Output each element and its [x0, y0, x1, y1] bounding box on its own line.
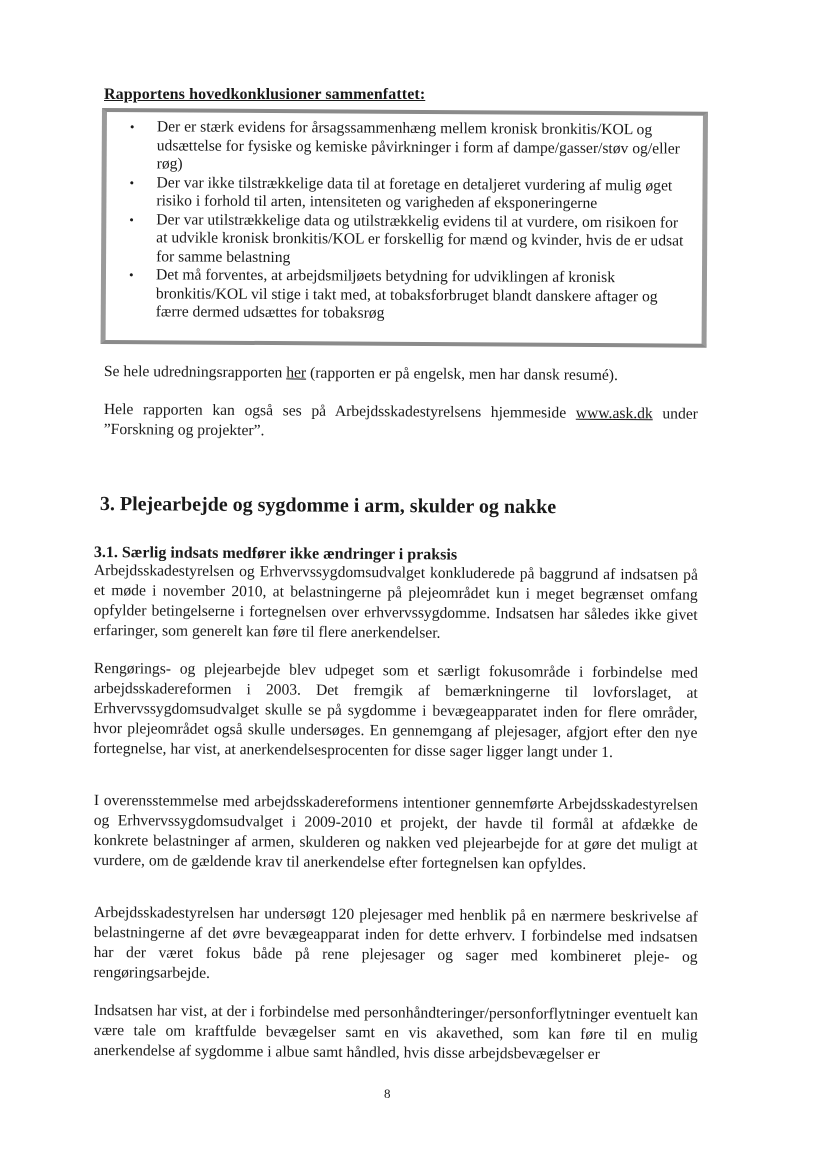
- report-link-suffix: (rapporten er på engelsk, men har dansk resumé).: [306, 364, 618, 385]
- summary-item-text: Der var utilstrækkelige data og utilstrækkelig evidens til at vurdere, om risikoen for at udvikle kronisk bronkitis/KOL er forskellig for mænd og kvinder, hvis de er udsat for samme belastning: [156, 210, 684, 266]
- report-link-prefix: Se hele udredningsrapporten: [103, 362, 287, 382]
- report-link[interactable]: her: [286, 364, 307, 382]
- bullet-icon: •: [129, 211, 134, 227]
- website-link[interactable]: www.ask.dk: [575, 404, 653, 423]
- report-link-paragraph: [104, 362, 698, 387]
- summary-box: [101, 108, 708, 348]
- body-paragraph-4: Arbejdsskadestyrelsen har undersøgt 120 plejesager med henblik på en nærmere beskrivelse af belastningerne af det øvre bevægeapparat inden for dette erhverv. I forbindelse med indsatsen har der været fokus både på rene plejesager og sager med kombineret pleje- og rengøringsarbejde.: [93, 903, 698, 982]
- section-subheading: 3.1. Særlig indsats medfører ikke ændringer i praksis: [93, 544, 458, 564]
- website-prefix: Hele rapporten kan også ses på Arbejdsskadestyrelsens hjemmeside: [103, 400, 576, 422]
- summary-item: [128, 266, 690, 325]
- summary-item-text: Der var ikke tilstrækkelige data til at foretage en detaljeret vurdering af mulig øget risiko i forhold til arten, intensiteten og varigheden af eksponeringerne: [156, 173, 673, 213]
- summary-item: [129, 118, 691, 177]
- body-paragraph-2: Rengørings- og plejearbejde blev udpeget som et særligt fokusområde i forbindelse med arbejdsskadereformen i 2003. Det fremgik af bemærkningerne til lovforslaget, at Erhvervssygdomsudvalget skulle se på sygdomme i bevægeapparatet inden for flere områder, hvor plejeområdet også skulle undersøges. En gennemgang af plejesager, afgjort efter den nye fortegnelse, har vist, at anerkendelsesprocenten for disse sager ligger langt under 1.: [93, 659, 698, 762]
- summary-item: [129, 210, 690, 270]
- summary-list: [106, 112, 703, 325]
- website-paragraph: [104, 400, 698, 445]
- bullet-icon: •: [129, 119, 135, 135]
- body-paragraph-3: I overensstemmelse med arbejdsskadereformens intentioner gennemførte Arbejdsskadestyrelsen og Erhvervssygdomsudvalget i 2009-2010 et projekt, der havde til formål at afdække de konkrete belastninger af armen, skulderen og nakken ved plejearbejde for at gøre det muligt at vurdere, om de gældende krav til anerkendelse efter fortegnelsen kan opfyldes.: [93, 791, 698, 873]
- bullet-icon: •: [128, 267, 134, 283]
- body-paragraph-1: Arbejdsskadestyrelsen og Erhvervssygdomsudvalget konkluderede på baggrund af indsatsen på et møde i november 2010, at belastningerne på plejeområdet kun i meget begrænset omfang opfylder betingelserne i fortegnelsen over erhvervssygdomme. Indsatsen har således ikke givet erfaringer, som generelt kan føre til flere anerkendelser.: [93, 561, 698, 642]
- website-suffix: under ”Forskning og projekter”.: [103, 405, 698, 440]
- bullet-icon: •: [129, 174, 135, 190]
- summary-item: [129, 173, 690, 214]
- page-number: 8: [384, 1086, 391, 1101]
- section-heading: 3. Plejearbejde og sygdomme i arm, skulder og nakke: [99, 493, 557, 519]
- summary-title: Rapportens hovedkonklusioner sammenfattet:: [104, 86, 426, 103]
- summary-item-text: Det må forventes, at arbejdsmiljøets betydning for udviklingen af kronisk bronkitis/KOL vil stige i takt med, at tobaksforbruget blandt danskere aftager og færre dermed udsættes for tobaksrøg: [155, 266, 658, 322]
- summary-item-text: Der er stærk evidens for årsagssammenhæng mellem kronisk bronkitis/KOL og udsættelse for fysiske og kemiske påvirkninger i form af dampe/gasser/støv og/eller røg): [156, 118, 680, 173]
- body-paragraph-5: Indsatsen har vist, at der i forbindelse med personhåndteringer/personforflytninger eventuelt kan være tale om kraftfulde bevægelser samt en vis akavethed, som kan føre til en mulig anerkendelse af sygdomme i albue samt håndled, hvis disse arbejdsbevægelser er: [93, 1001, 698, 1063]
